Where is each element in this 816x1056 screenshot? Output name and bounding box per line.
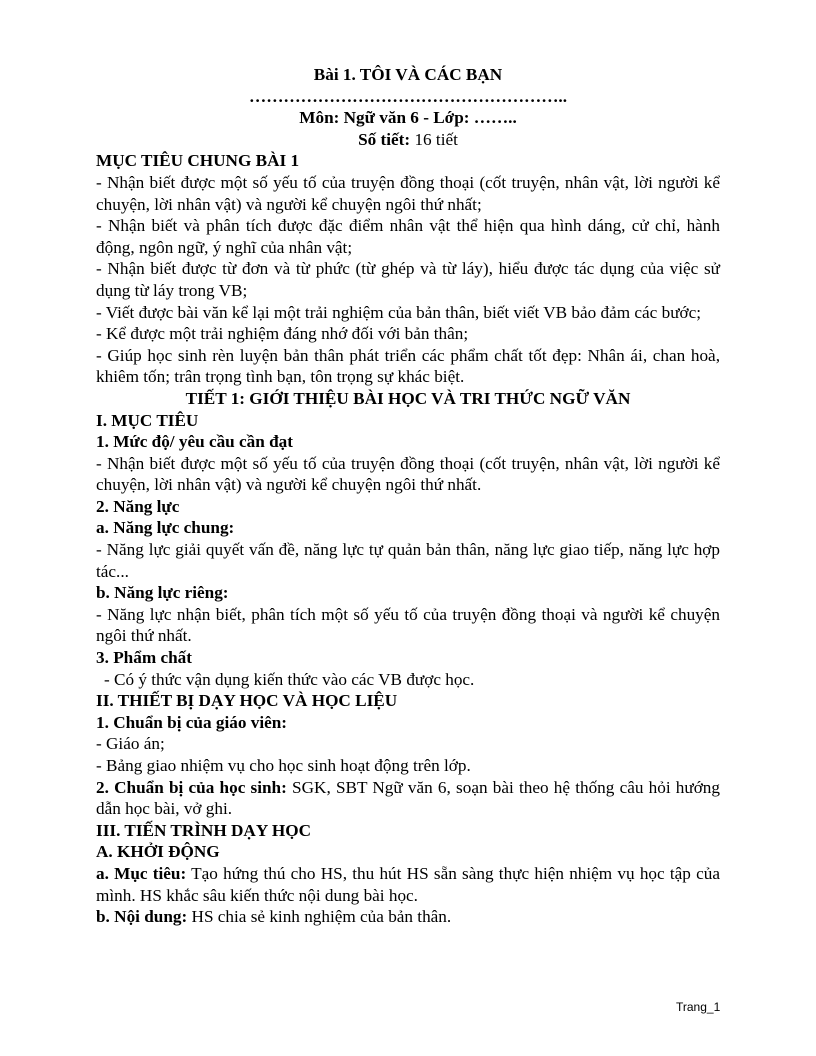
objective-item: - Kể được một trải nghiệm đáng nhớ đối với bản thân; [96,324,469,344]
objective-item: - Nhận biết được một số yếu tố của truyện đồng thoại (cốt truyện, nhân vật, lời người kể chuyện, lời nhân vật) và người kể chuyện ngôi thứ nhất; [96,172,720,214]
section-objectives-heading: I. MỤC TIÊU [96,410,199,430]
teacher-prep-heading: 1. Chuẩn bị của giáo viên: [96,712,288,732]
periods-line [96,129,720,151]
dots-line: ……………………………………………….. [249,86,567,106]
teacher-prep-item: - Bảng giao nhiệm vụ cho học sinh hoạt động trên lớp. [96,756,471,775]
student-prep-text: SGK, SBT Ngữ văn 6, soạn bài theo hệ thống câu hỏi hướng dẫn học bài, vở ghi. [96,777,720,819]
specific-competence-heading: b. Năng lực riêng: [96,583,229,603]
warmup-heading: A. KHỞI ĐỘNG [96,842,220,862]
student-prep-paragraph [96,777,720,820]
general-objectives-heading: MỤC TIÊU CHUNG BÀI 1 [96,151,300,171]
content-text: HS chia sẻ kinh nghiệm của bản thân. [187,907,452,927]
general-competence-text: - Năng lực giải quyết vấn đề, năng lực tự quản bản thân, năng lực giao tiếp, năng lực hợp tác... [96,540,720,581]
student-prep-label: 2. Chuẩn bị của học sinh: [96,777,287,797]
page-number: Trang_1 [676,1000,721,1014]
specific-competence-text: - Năng lực nhận biết, phân tích một số yếu tố của truyện đồng thoại và người kể chuyện ngôi thứ nhất. [96,604,720,646]
periods-value: 16 tiết [410,129,458,149]
periods-label: Số tiết: [358,129,411,149]
quality-heading: 3. Phẩm chất [96,648,192,668]
objective-item: - Nhận biết và phân tích được đặc điểm nhân vật thể hiện qua hình dáng, cử chỉ, hành động, ngôn ngữ, ý nghĩ của nhân vật; [96,216,720,257]
level-text: - Nhận biết được một số yếu tố của truyện đồng thoại (cốt truyện, nhân vật, lời người kể chuyện, lời nhân vật) và người kể chuyện ngôi thứ nhất. [96,453,720,495]
content-label: b. Nội dung: [96,907,188,927]
section-process-heading: III. TIẾN TRÌNH DẠY HỌC [96,820,312,840]
objective-item: - Viết được bài văn kể lại một trải nghiệm của bản thân, biết viết VB bảo đảm các bước; [96,302,702,322]
competence-heading: 2. Năng lực [96,496,180,516]
goal-paragraph [96,863,720,906]
objective-item: - Giúp học sinh rèn luyện bản thân phát triển các phẩm chất tốt đẹp: Nhân ái, chan hoà, khiêm tốn; trân trọng tình bạn, tôn trọng sự khác biệt. [96,345,720,387]
level-heading: 1. Mức độ/ yêu cầu cần đạt [96,432,293,452]
objective-item: - Nhận biết được từ đơn và từ phức (từ ghép và từ láy), hiểu được tác dụng của việc sử dụng từ láy trong VB; [96,259,720,300]
teacher-prep-item: - Giáo án; [96,734,165,754]
goal-text: Tạo hứng thú cho HS, thu hút HS sẵn sàng thực hiện nhiệm vụ học tập của mình. HS khắc sâu kiến thức nội dung bài học. [96,863,720,905]
goal-label: a. Mục tiêu: [96,863,187,883]
period-title: TIẾT 1: GIỚI THIỆU BÀI HỌC VÀ TRI THỨC NGỮ VĂN [185,388,631,408]
section-equipment-heading: II. THIẾT BỊ DẠY HỌC VÀ HỌC LIỆU [96,691,398,711]
subject-line: Môn: Ngữ văn 6 - Lớp: …….. [299,108,517,128]
page-content [96,64,720,928]
general-competence-heading: a. Năng lực chung: [96,518,235,538]
lesson-title: Bài 1. TÔI VÀ CÁC BẠN [313,65,503,84]
quality-text: - Có ý thức vận dụng kiến thức vào các VB được học. [104,669,475,689]
content-paragraph [96,906,720,928]
